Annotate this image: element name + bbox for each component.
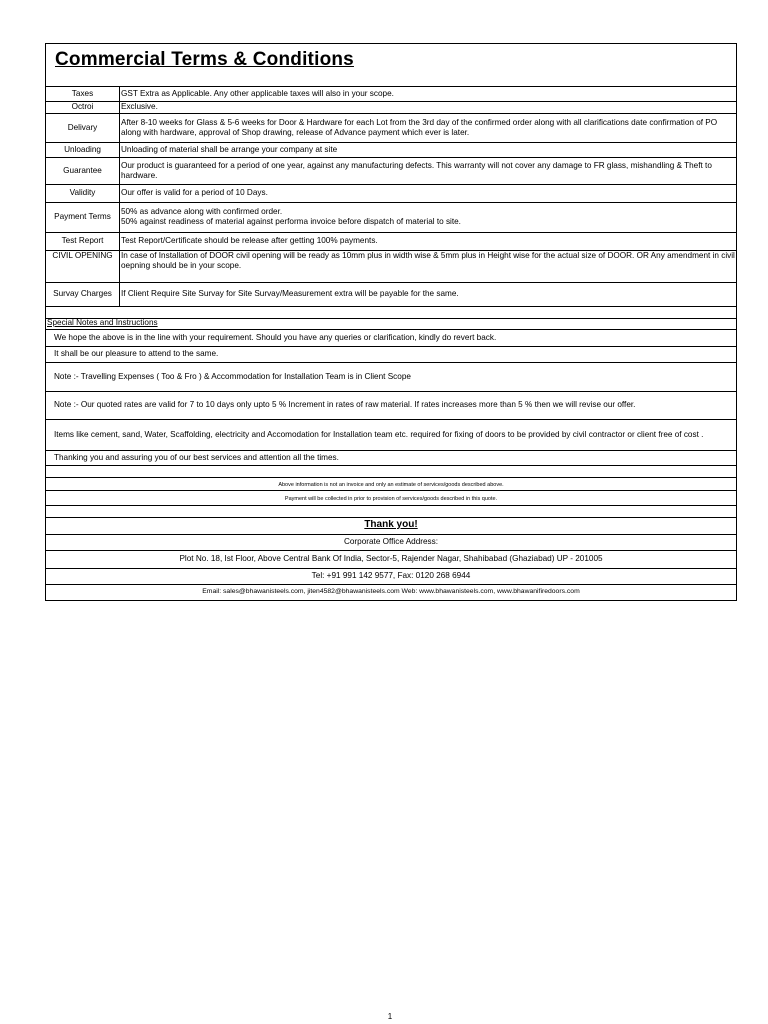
payment-line-1: 50% as advance along with confirmed order. xyxy=(121,207,283,216)
term-label-taxes: Taxes xyxy=(71,88,94,98)
thank-you: Thank you! xyxy=(364,520,418,530)
terms-sheet xyxy=(45,43,737,601)
term-value-payment xyxy=(121,207,736,229)
note-item: Thanking you and assuring you of our best services and attention all the times. xyxy=(54,452,339,462)
term-label-octroi: Octroi xyxy=(71,102,94,111)
page-title: Commercial Terms & Conditions xyxy=(55,49,354,70)
term-value-validity: Our offer is valid for a period of 10 Days. xyxy=(121,188,268,197)
term-value-taxes: GST Extra as Applicable. Any other applicable taxes will also in your scope. xyxy=(121,88,394,98)
note-item: It shall be our pleasure to attend to the same. xyxy=(54,349,219,358)
term-label-survey: Survay Charges xyxy=(53,289,112,298)
note-item: Note :- Our quoted rates are valid for 7 to 10 days only upto 5 % Increment in rates of raw material. If rates increases more than 5 % then we will revise our offer. xyxy=(54,400,636,409)
office-address: Plot No. 18, Ist Floor, Above Central Bank Of India, Sector-5, Rajender Nagar, Shahibabad (Ghaziabad) UP - 201005 xyxy=(179,554,603,563)
term-value-delivery: After 8-10 weeks for Glass & 5-6 weeks for Door & Hardware for each Lot from the 3rd day of the confirmed order along with all clarifications date confirmation of PO along with hardware, approval of Shop drawing, release of Advance payment which ever is later. xyxy=(121,117,718,137)
office-label: Corporate Office Address: xyxy=(343,537,439,546)
term-value-unloading: Unloading of material shall be arrange your company at site xyxy=(121,144,338,154)
term-value-civil-opening: In case of Installation of DOOR civil opening will be ready as 10mm plus in width wise & 5mm plus in Height wise for the actual size of DOOR. OR Any amendment in civil oepning should be in your scope. xyxy=(121,251,735,270)
term-label-test-report: Test Report xyxy=(61,236,104,245)
term-label-guarantee: Guarantee xyxy=(63,165,102,175)
disclaimer-payment: Payment will be collected in prior to provision of services/goods described in this quote. xyxy=(284,496,498,502)
note-item: Items like cement, sand, Water, Scaffolding, electricity and Accomodation for Installation team etc. required for fixing of doors to be provided by civil contractor or client free of cost . xyxy=(54,429,704,439)
term-value-guarantee: Our product is guaranteed for a period of one year, against any manufacturing defects. This warranty will not cover any damage to FR glass, mishandling & Theft to hardware. xyxy=(121,160,712,180)
payment-line-2: 50% against readiness of material against performa invoice before dispatch of material to site. xyxy=(121,217,461,226)
term-label-civil-opening: CIVIL OPENING xyxy=(52,251,113,260)
note-item: Note :- Travelling Expenses ( Too & Fro ) & Accommodation for Installation Team is in Client Scope xyxy=(54,371,411,381)
term-value-test-report: Test Report/Certificate should be release after getting 100% payments. xyxy=(121,236,378,245)
disclaimer-not-invoice: Above information is not an invoice and only an estimate of services/goods described above. xyxy=(278,482,504,488)
term-label-unloading: Unloading xyxy=(64,144,101,154)
note-item: We hope the above is in the line with your requirement. Should you have any queries or clarification, kindly do revert back. xyxy=(54,332,497,342)
term-value-octroi: Exclusive. xyxy=(121,102,158,111)
term-value-survey: If Client Require Site Survay for Site Survay/Measurement extra will be payable for the same. xyxy=(121,289,459,298)
office-phone: Tel: +91 991 142 9577, Fax: 0120 268 6944 xyxy=(311,571,471,580)
special-notes-heading: Special Notes and Instructions xyxy=(47,318,158,327)
page-number: 1 xyxy=(387,1012,393,1021)
term-label-delivery: Delivary xyxy=(67,122,98,132)
office-contact: Email: sales@bhawanisteels.com, jiten4582@bhawanisteels.com Web: www.bhawanisteels.com, www.bhawanifiredoors.com xyxy=(202,588,580,595)
term-label-validity: Validity xyxy=(69,188,96,197)
term-label-payment: Payment Terms xyxy=(54,212,111,221)
